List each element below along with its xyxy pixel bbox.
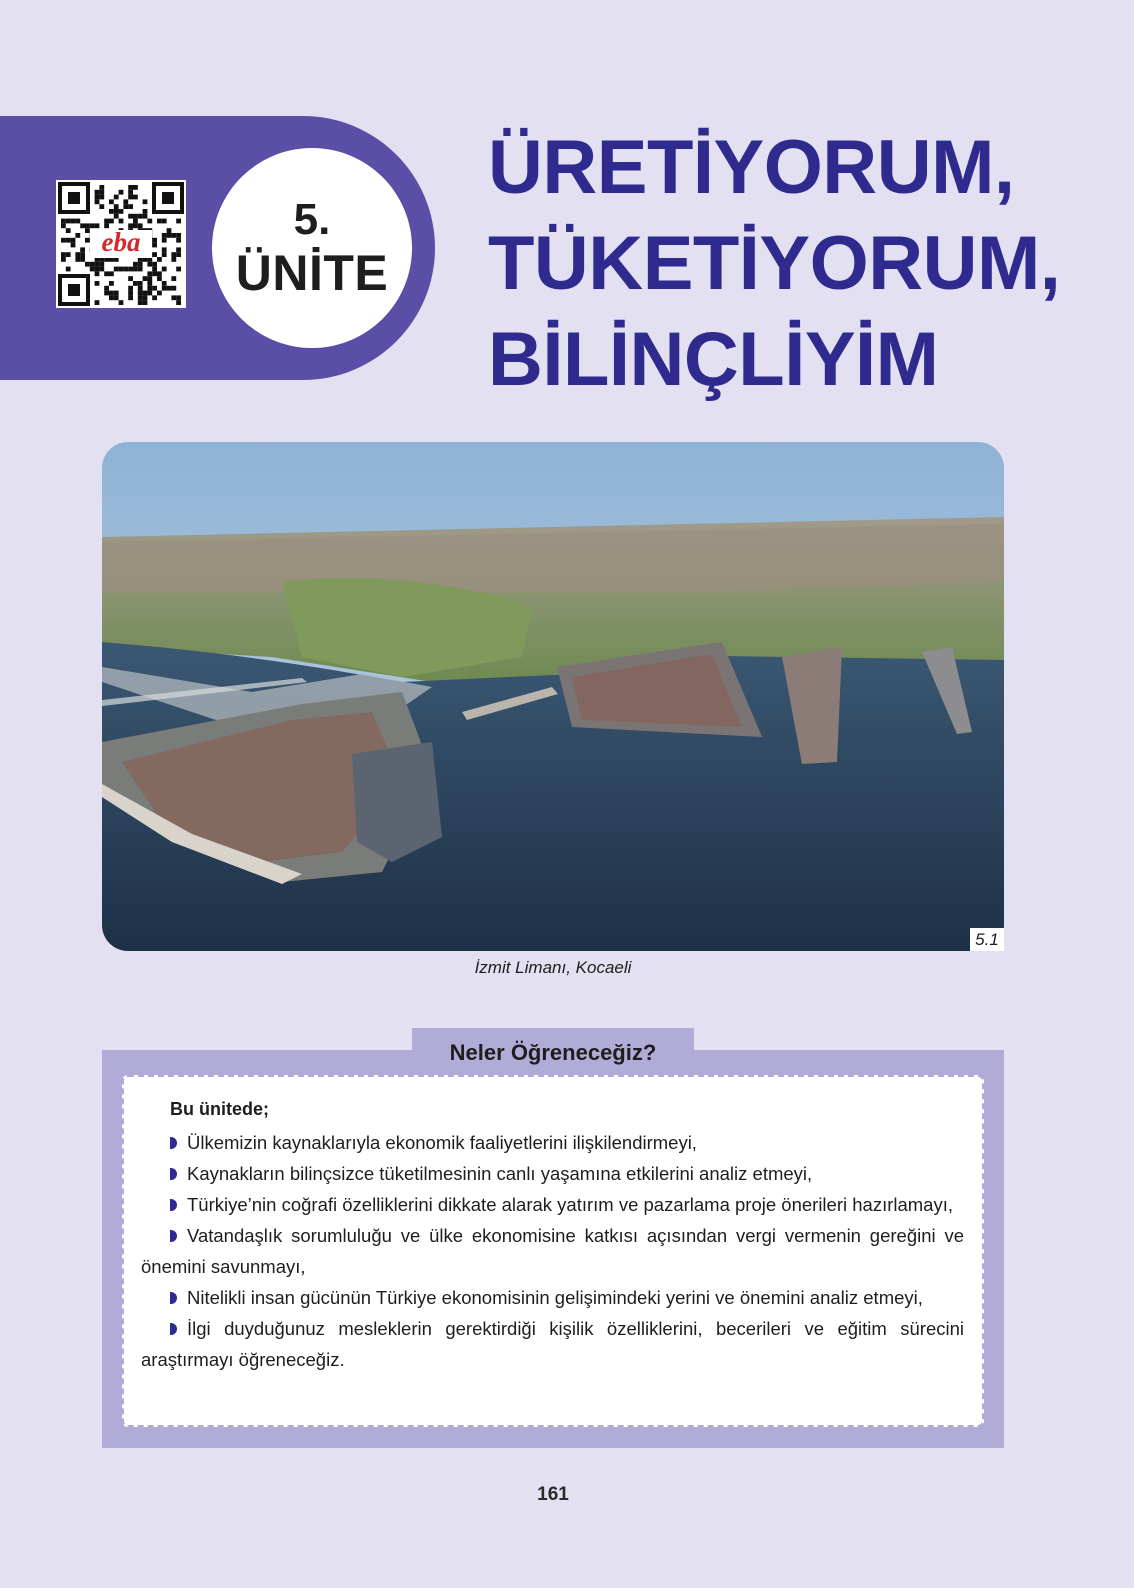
list-item: Ülkemizin kaynaklarıyla ekonomik faaliyetlerini ilişkilendirmeyi, <box>141 1127 964 1158</box>
unit-label: ÜNİTE <box>235 245 389 301</box>
list-item: İlgi duyduğunuz mesleklerin gerektirdiği kişilik özelliklerini, becerileri ve eğitim sürecini araştırmayı öğreneceğiz. <box>141 1318 964 1370</box>
title-line: BİLİNÇLİYİM <box>488 317 939 402</box>
unit-title <box>488 120 1060 408</box>
eba-logo: eba <box>101 227 141 257</box>
figure-caption: İzmit Limanı, Kocaeli <box>474 958 632 977</box>
port-aerial-image <box>102 442 1004 951</box>
bullet-icon <box>170 1292 177 1304</box>
port-photo <box>102 442 1004 951</box>
list-item: Türkiye’nin coğrafi özelliklerini dikkate alarak yatırım ve pazarlama proje önerileri hazırlamayı, <box>141 1189 964 1220</box>
bullet-icon <box>170 1137 177 1149</box>
unit-number: 5. <box>293 195 331 244</box>
learn-box <box>122 1075 984 1427</box>
learn-heading: Neler Öğreneceğiz? <box>412 1028 694 1076</box>
learning-goals <box>141 1127 964 1375</box>
list-item: Kaynakların bilinçsizce tüketilmesinin canlı yaşamına etkilerini analiz etmeyi, <box>141 1158 964 1189</box>
unit-badge <box>212 148 412 348</box>
qr-code[interactable] <box>56 180 186 308</box>
title-line: TÜKETİYORUM, <box>488 221 1061 306</box>
bullet-icon <box>170 1199 177 1211</box>
bullet-icon <box>170 1323 177 1335</box>
title-line: ÜRETİYORUM, <box>488 125 1015 210</box>
list-item: Nitelikli insan gücünün Türkiye ekonomisinin gelişimindeki yerini ve önemini analiz etmeyi, <box>141 1282 964 1313</box>
list-item: Vatandaşlık sorumluluğu ve ülke ekonomisine katkısı açısından vergi vermenin gereğini ve önemini savunmayı, <box>141 1225 964 1277</box>
figure-number: 5.1 <box>970 928 1004 951</box>
bullet-icon <box>170 1230 177 1242</box>
page-number: 161 <box>537 1484 569 1505</box>
learn-intro: Bu ünitede; <box>170 1099 269 1119</box>
bullet-icon <box>170 1168 177 1180</box>
